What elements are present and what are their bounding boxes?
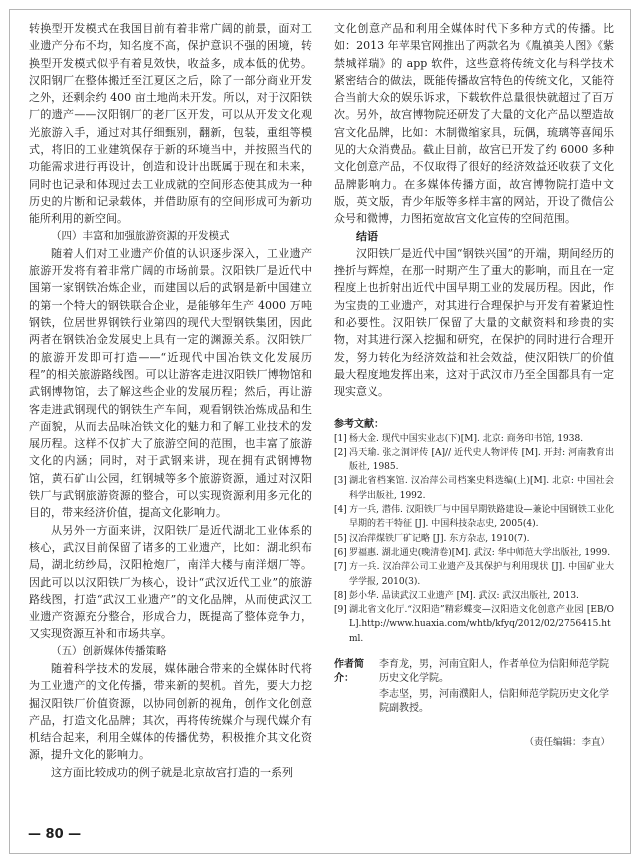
reference-item: [9] 湖北省文化厅.“汉阳造”精彩蝶变—汉阳造文化创意产业园 [EB/OL].http://www.huaxia.com/whtb/kfyq/2012/02/2756415.html.: [334, 605, 614, 644]
paragraph-tourism-development: 随着人们对工业遗产价值的认识逐步深入，工业遗产旅游开发将有着非常广阔的市场前景。汉阳铁厂是近代中国第一家钢铁冶炼企业，而建国以后的武钢是新中国建立的第一个特大的钢铁联合企业，是能够年生产 4000 万吨钢铁，位居世界钢铁行业第四的现代大型钢铁集团，因此两者在钢铁冶金发展史上具有一定的渊源关系。汉阳铁厂的旅游开发即可打造——“近现代中国冶铁文化发展历程”的相关旅游路线图。可以让游客走进汉阳铁厂博物馆和武钢博物馆，去了解这些企业的发展历程；然后，再让游客走进武钢现代的钢铁生产车间，观看钢铁冶炼成品和生产面貌，从而去品味冶铁文化的魅力和了解工业技术的发展历程。这样不仅扩大了旅游空间的范围，也丰富了旅游文化的内涵；同时，对于武钢来讲，现在拥有武钢博物馆，黄石矿山公园，红钢城等多个旅游资源，通过对汉阳铁厂与武钢旅游资源的整合，可以实现资源利用多元化的目的，带来经济价值，提高文化影响力。: [29, 246, 312, 520]
paragraph-palace-museum-example: 文化创意产品和利用全媒体时代下多种方式的传播。比如：2013 年苹果官网推出了两款名为《胤禛美人图》《紫禁城祥瑞》的 app 软件，这些意将传统文化与科学技术紧密结合的做法，既能传播故宫特色的传统文化，又能符合当前大众的娱乐诉求，下载软件总量很快就超过了百万次。另外，故宫博物院还研发了大量的文化产品以塑造故宫文化品牌，比如：木制微缩家具，玩偶，琉璃等喜闻乐见的大众消费品。截止目前，故宫已开发了约 6000 多种文化创意产品，不仅取得了很好的经济效益还收获了文化品牌影响力。在多媒体传播方面，故宫博物院打造中文版，英文版，青少年版等多样丰富的网站，开设了微信公众号和微博，力图拓宽故宫文化宣传的空间范围。: [334, 22, 614, 226]
paragraph-conclusion: 汉阳铁厂是近代中国“钢铁兴国”的开端，期间经历的挫折与辉煌，在那一时期产生了重大的影响，而且在一定程度上也折射出近代中国早期工业的发展历程。因此，作为宝贵的工业遗产，对其进行合理保护与开发有着紧迫性和必要性。汉阳铁厂保留了大量的文献资料和珍贵的实物，对其进行深入挖掘和研究，在保护的同时进行合理开发，努力转化为经济效益和社会效益，使汉阳铁厂的价值最大程度地发挥出来，这对于武汉市乃至全国都具有一定现实意义。: [334, 246, 614, 399]
reference-item: [1] 杨大金. 现代中国实业志(下)[M]. 北京: 商务印书馆, 1938.: [334, 433, 584, 444]
references-list: [334, 432, 614, 646]
reference-item: [4] 方一兵, 潜伟. 汉阳铁厂与中国早期铁路建设—兼论中国钢铁工业化早期的若干特征 [J]. 中国科技杂志史, 2005(4).: [334, 505, 614, 530]
subheading-tourism-resources: （四）丰富和加强旅游资源的开发模式: [51, 229, 230, 242]
reference-item: [7] 方一兵. 汉冶萍公司工业遗产及其保护与利用现状 [J]. 中国矿业大学学报, 2010(3).: [334, 562, 614, 587]
right-column: [334, 20, 614, 748]
section-title-conclusion: 结语: [356, 229, 378, 243]
reference-item: [8] 彭小华. 品读武汉工业遗产 [M]. 武汉: 武汉出版社, 2013.: [334, 590, 579, 601]
author-bio: [334, 658, 614, 718]
reference-item: [2] 冯天瑜. 张之洞评传 [A]// 近代史人物评传 [M]. 开封: 河南教育出版社, 1985.: [334, 447, 614, 473]
author-bio-label: 作者简介：: [334, 658, 364, 685]
left-column: [29, 20, 312, 781]
author-1: 李育龙，男，河南宜阳人，作者单位为信阳师范学院历史文化学院。: [379, 658, 609, 685]
paragraph-palace-museum-intro: 这方面比较成功的例子就是北京故宫打造的一系列: [51, 765, 293, 779]
reference-item: [5] 汉冶萍煤铁厂矿记略 [J]. 东方杂志, 1910(7).: [334, 533, 530, 544]
references-title: 参考文献：: [334, 418, 384, 430]
paragraph-all-media-era: 随着科学技术的发展，媒体融合带来的全媒体时代将为工业遗产的文化传播，带来新的契机。首先，要大力挖掘汉阳铁厂价值资源，以协同创新的视角，创作文化创意产品，打造文化品牌；其次，再将传统媒介与现代媒介有机结合起来，利用全媒体的传播优势，积极推介其文化资源，提升文化的影响力。: [29, 661, 312, 762]
page-number: — 80 —: [28, 827, 82, 842]
author-2: 李志坚，男，河南濮阳人，信阳师范学院历史文化学院副教授。: [379, 688, 609, 715]
reference-item: [3] 湖北省档案馆. 汉冶萍公司档案史料选编(上)[M]. 北京: 中国社会科学出版社, 1992.: [334, 476, 614, 501]
reference-item: [6] 罗福惠. 湖北通史(晚清卷)[M]. 武汉: 华中师范大学出版社, 1999.: [334, 547, 611, 558]
paragraph-transformation-model: 转换型开发模式在我国目前有着非常广阔的前景，面对工业遗产分布不均，知名度不高，保护意识不强的困境，转换型开发模式似乎有着見效快，收益多，成本低的优势。汉阳钢厂在整体搬迁至江夏区之后，除了一部分商业开发之外，还剩余约 400 亩土地尚未开发。所以，对于汉阳铁厂的遗产——汉阳钢厂的老厂区开发，可以从开发文化观光旅游入手，通过对其仔细甄别，翻新，包装，重组等模式，将旧的工业建筑保存于新的环境当中，并按照当代的功能需求进行再设计，创造和设计出既属于现在和未来，同时也记录和体现过去工业成就的空间形态使其成为一种历史的片断和记录载体，并借助原有的空间形成可为新功能所利用的新空间。: [29, 22, 312, 226]
paragraph-wuhan-industry-route: 从另外一方面来讲，汉阳铁厂是近代湖北工业体系的核心，武汉目前保留了诸多的工业遗产，比如：湖北织布局，湖北纺纱局，汉阳枪炮厂，南洋大楼与南洋烟厂等。因此可以以汉阳铁厂为核心，设计“武汉近代工业”的旅游路线图，打造“武汉工业遗产”的文化品牌，从而使武汉工业遗产资源充分整合，形成合力，既提高了整体竞争力，又实现资源互补和市场共享。: [29, 523, 312, 641]
subheading-media-strategy: （五）创新媒体传播策略: [51, 644, 167, 657]
responsible-editor: （责任编辑：李直）: [524, 736, 610, 748]
